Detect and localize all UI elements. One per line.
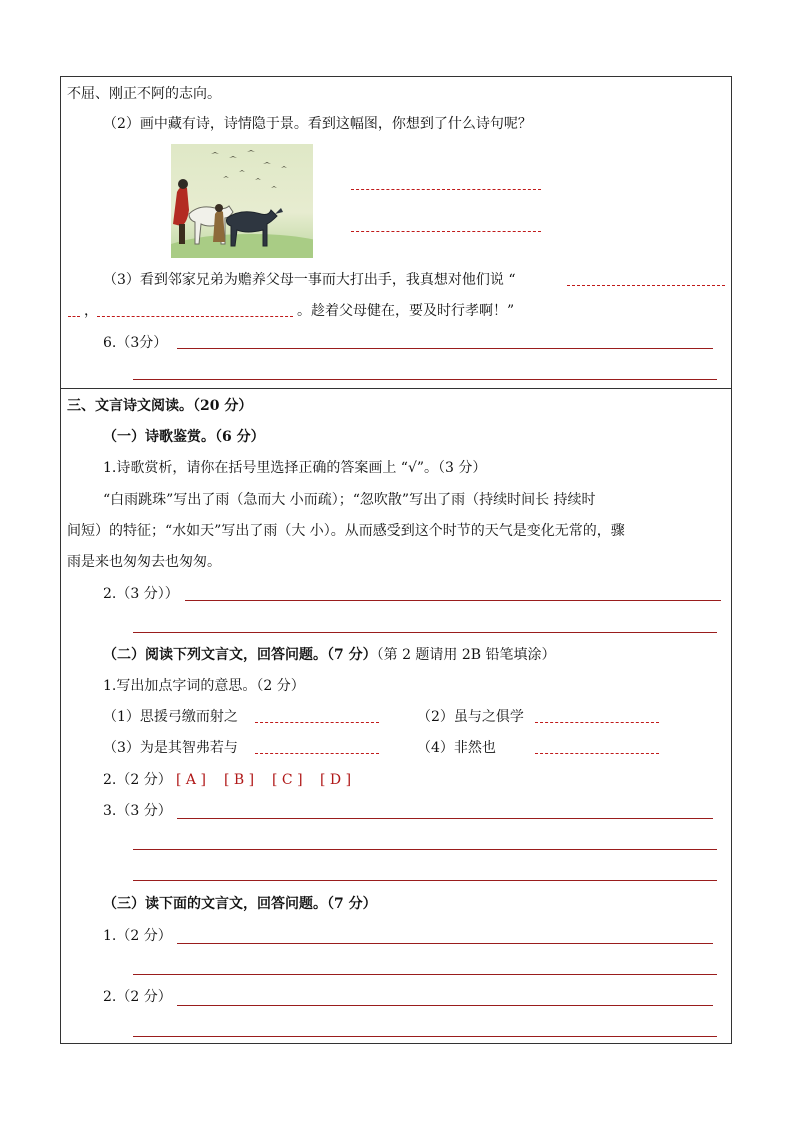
part-2-item-2: （2）虽与之俱学: [417, 709, 524, 725]
answer-line-part3-q2-1[interactable]: [177, 1005, 713, 1006]
answer-blank-poem-line-1[interactable]: [351, 189, 541, 190]
answer-blank-item-4[interactable]: [535, 753, 659, 754]
part-2-question-1: 1.写出加点字词的意思。（2 分）: [103, 678, 305, 694]
answer-line-part1-q2-2[interactable]: [133, 632, 717, 633]
poem-illustration-image: [171, 144, 313, 258]
part-1-title: （一）诗歌鉴赏。（6 分）: [103, 429, 265, 445]
part-1-paragraph-1: “白雨跳珠”写出了雨（急而大 小而疏）；“忽吹散”写出了雨（持续时间长 持续时: [103, 492, 596, 508]
answer-line-q6-2[interactable]: [133, 379, 717, 380]
part-3-question-1-label: 1.（2 分）: [103, 928, 172, 944]
option-b-bubble[interactable]: [ B ]: [224, 772, 255, 788]
horse-rider-painting: [171, 144, 313, 258]
answer-line-part3-q1-2[interactable]: [133, 974, 717, 975]
part-3-title: （三）读下面的文言文，回答问题。（7 分）: [103, 896, 377, 912]
part-2-item-3: （3）为是其智弗若与: [103, 740, 238, 756]
answer-blank-poem-line-2[interactable]: [351, 231, 541, 232]
question-3-prompt: （3）看到邻家兄弟为赡养父母一事而大打出手，我真想对他们说 “: [103, 272, 516, 288]
part-2-question-3-label: 3.（3 分）: [103, 803, 172, 819]
part-2-title-main: （二）阅读下列文言文，回答问题。（7 分）: [103, 647, 377, 663]
option-a-bubble[interactable]: [ A ]: [176, 772, 206, 788]
answer-blank-q3-1[interactable]: [567, 285, 725, 286]
answer-line-part3-q2-2[interactable]: [133, 1036, 717, 1037]
answer-line-part3-q1-1[interactable]: [177, 943, 713, 944]
part-2-question-2-label: 2.（2 分）: [103, 772, 172, 788]
answer-line-part2-q3-2[interactable]: [133, 849, 717, 850]
part-2-item-1: （1）思援弓缴而射之: [103, 709, 238, 725]
answer-blank-item-3[interactable]: [255, 753, 379, 754]
part-1-question-1: 1.诗歌赏析，请你在括号里选择正确的答案画上 “√”。（3 分）: [103, 460, 487, 476]
answer-sheet: [60, 76, 732, 1044]
continued-line: 不屈、刚正不阿的志向。: [67, 86, 221, 102]
comma-text: ，: [84, 303, 98, 319]
answer-blank-item-2[interactable]: [535, 722, 659, 723]
part-2-item-4: （4）非然也: [417, 740, 496, 756]
answer-line-q6-1[interactable]: [177, 348, 713, 349]
answer-blank-item-1[interactable]: [255, 722, 379, 723]
section-3-title: 三、文言诗文阅读。（20 分）: [67, 398, 253, 414]
part-1-paragraph-2: 间短）的特征；“水如天”写出了雨（大 小）。从而感受到这个时节的天气是变化无常的，骤: [67, 523, 625, 539]
option-d-bubble[interactable]: [ D ]: [320, 772, 352, 788]
part-1-question-2-label: 2.（3 分））: [103, 586, 179, 602]
part-1-paragraph-3: 雨是来也匆匆去也匆匆。: [67, 554, 221, 570]
answer-blank-q3-3[interactable]: [97, 316, 293, 317]
question-6-label: 6.（3分）: [103, 335, 168, 351]
question-3-ending: 。趁着父母健在，要及时行孝啊！”: [297, 303, 515, 319]
answer-line-part2-q3-3[interactable]: [133, 880, 717, 881]
answer-line-part1-q2-1[interactable]: [185, 600, 721, 601]
section-divider: [61, 388, 731, 389]
part-2-title: [103, 645, 556, 665]
answer-blank-q3-2[interactable]: [68, 316, 80, 317]
option-c-bubble[interactable]: [ C ]: [272, 772, 303, 788]
answer-line-part2-q3-1[interactable]: [177, 818, 713, 819]
question-2-prompt: （2）画中藏有诗，诗情隐于景。看到这幅图，你想到了什么诗句呢？: [103, 116, 532, 132]
part-3-question-2-label: 2.（2 分）: [103, 989, 172, 1005]
part-2-title-note: （第 2 题请用 2B 铅笔填涂）: [376, 647, 556, 663]
